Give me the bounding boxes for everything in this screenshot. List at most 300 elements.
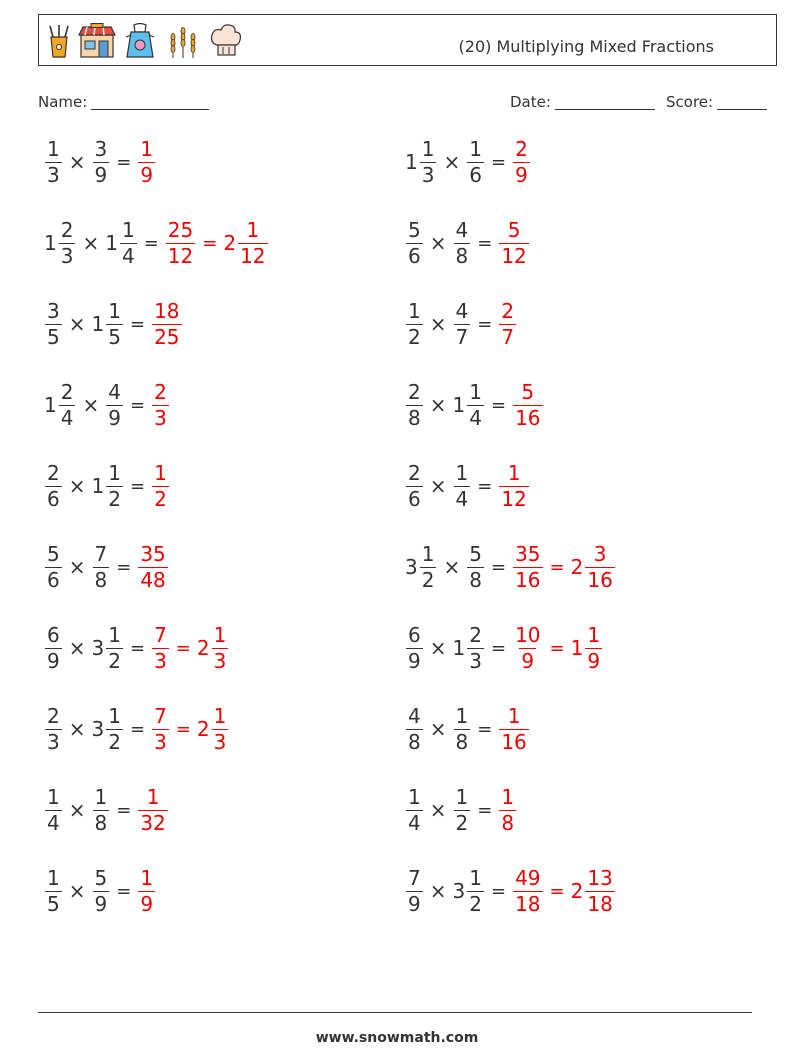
fraction (106, 705, 123, 754)
mixed-number (44, 786, 63, 835)
numerator: 3 (94, 136, 108, 161)
fraction (152, 300, 181, 349)
times-sign: × (68, 150, 86, 174)
fraction (454, 300, 471, 349)
equals-sign: = (549, 556, 565, 578)
problem-20 (405, 859, 616, 923)
equals-sign: = (490, 880, 507, 902)
fraction (59, 381, 76, 430)
whole-part: 1 (105, 231, 118, 255)
fraction (585, 867, 614, 916)
denominator: 5 (47, 891, 60, 916)
denominator: 2 (455, 810, 469, 835)
denominator: 3 (60, 243, 74, 268)
numerator: 2 (469, 622, 482, 647)
fraction (406, 867, 423, 916)
numerator: 10 (515, 622, 541, 647)
denominator: 4 (455, 486, 469, 511)
denominator: 9 (408, 891, 421, 916)
mixed-number (137, 786, 168, 835)
mixed-number (405, 867, 424, 916)
times-sign: × (429, 231, 447, 255)
mixed-number (405, 543, 437, 592)
problem-17 (44, 778, 169, 842)
problem-12 (405, 535, 616, 599)
denominator: 8 (501, 810, 515, 835)
numerator: 1 (469, 136, 482, 161)
equals-sign: = (477, 232, 493, 254)
fraction (138, 543, 167, 592)
mixed-number (92, 705, 124, 754)
numerator: 1 (154, 460, 167, 485)
numerator: 3 (47, 298, 60, 323)
numerator: 7 (94, 541, 108, 566)
mixed-number (498, 300, 517, 349)
numerator: 2 (47, 703, 60, 728)
fraction (499, 786, 516, 835)
mixed-number (92, 543, 111, 592)
whole-part: 2 (196, 717, 210, 741)
fraction (152, 462, 169, 511)
whole-part: 1 (91, 312, 105, 336)
mixed-number (44, 705, 63, 754)
whole-part: 3 (91, 717, 105, 741)
denominator: 12 (501, 486, 527, 511)
denominator: 9 (140, 891, 154, 916)
mixed-number (151, 624, 170, 673)
mixed-number (405, 219, 424, 268)
numerator: 1 (469, 379, 482, 404)
mixed-number (498, 219, 529, 268)
numerator: 1 (408, 298, 421, 323)
fraction (585, 624, 602, 673)
fraction (93, 867, 110, 916)
date-blank[interactable] (555, 95, 655, 110)
numerator: 1 (108, 460, 121, 485)
equals-sign: = (116, 556, 132, 578)
fraction (152, 624, 169, 673)
fraction (406, 786, 423, 835)
times-sign: × (68, 312, 86, 336)
denominator: 25 (154, 324, 180, 349)
worksheet-header (38, 14, 777, 66)
denominator: 8 (455, 729, 469, 754)
mixed-number (137, 867, 156, 916)
fraction (406, 462, 423, 511)
mixed-number (405, 786, 424, 835)
fraction (406, 624, 423, 673)
fraction (513, 138, 530, 187)
score-label: Score: (666, 93, 714, 111)
denominator: 3 (154, 405, 167, 430)
whole-part: 3 (452, 879, 466, 903)
denominator: 4 (47, 810, 60, 835)
date-label: Date: (510, 93, 551, 111)
numerator: 18 (154, 298, 180, 323)
problem-3 (44, 211, 269, 275)
numerator: 7 (154, 622, 167, 647)
fraction (513, 624, 542, 673)
mixed-number (405, 705, 424, 754)
whole-part: 1 (570, 636, 584, 660)
denominator: 2 (154, 486, 167, 511)
numerator: 1 (121, 217, 135, 242)
whole-part: 1 (405, 150, 418, 174)
mixed-number (405, 462, 424, 511)
denominator: 8 (455, 243, 469, 268)
times-sign: × (82, 393, 100, 417)
denominator: 4 (121, 243, 135, 268)
mixed-number (405, 624, 424, 673)
numerator: 5 (507, 217, 521, 242)
numerator: 1 (94, 784, 108, 809)
mixed-number (466, 543, 485, 592)
name-blank[interactable] (91, 95, 209, 110)
denominator: 16 (501, 729, 527, 754)
denominator: 2 (408, 324, 421, 349)
fraction (212, 705, 229, 754)
fraction (138, 867, 155, 916)
equals-sign: = (129, 637, 146, 659)
denominator: 12 (240, 243, 266, 268)
equals-sign: = (116, 799, 132, 821)
denominator: 7 (455, 324, 469, 349)
mixed-number (151, 300, 182, 349)
denominator: 3 (421, 162, 435, 187)
mixed-number (151, 381, 170, 430)
numerator: 1 (47, 784, 60, 809)
whole-part: 1 (91, 474, 105, 498)
fraction (406, 705, 423, 754)
numerator: 35 (515, 541, 541, 566)
denominator: 2 (421, 567, 435, 592)
denominator: 3 (213, 648, 227, 673)
mixed-number (453, 381, 485, 430)
mixed-number (453, 867, 485, 916)
fraction (513, 543, 542, 592)
denominator: 4 (408, 810, 421, 835)
mixed-number (44, 462, 63, 511)
denominator: 4 (60, 405, 74, 430)
numerator: 13 (587, 865, 613, 890)
wheat-icon (163, 23, 203, 59)
problem-2 (405, 130, 531, 194)
equals-sign: = (477, 475, 493, 497)
times-sign: × (443, 150, 461, 174)
numerator: 1 (469, 865, 482, 890)
times-sign: × (68, 636, 86, 660)
mixed-number (44, 138, 63, 187)
numerator: 1 (140, 136, 154, 161)
fraction (45, 867, 62, 916)
denominator: 8 (94, 567, 108, 592)
fraction (93, 786, 110, 835)
numerator: 1 (507, 460, 521, 485)
denominator: 2 (469, 891, 482, 916)
whole-part: 1 (44, 393, 57, 417)
fraction (513, 381, 542, 430)
fraction (45, 624, 62, 673)
mixed-number (92, 867, 111, 916)
numerator: 3 (593, 541, 607, 566)
denominator: 12 (501, 243, 527, 268)
fraction (406, 219, 423, 268)
fraction (106, 624, 123, 673)
denominator: 6 (408, 486, 421, 511)
fraction (93, 543, 110, 592)
whole-part: 2 (196, 636, 210, 660)
numerator: 1 (587, 622, 601, 647)
times-sign: × (68, 717, 86, 741)
mixed-number (137, 543, 168, 592)
numerator: 1 (108, 298, 121, 323)
name-field (38, 93, 209, 111)
mixed-number (498, 786, 517, 835)
denominator: 3 (154, 648, 167, 673)
mixed-number (571, 543, 616, 592)
mixed-number (151, 462, 170, 511)
fraction (406, 300, 423, 349)
fraction (454, 786, 471, 835)
fraction (138, 138, 155, 187)
denominator: 9 (521, 648, 535, 673)
equals-sign: = (129, 394, 146, 416)
fraction (45, 786, 62, 835)
numerator: 5 (469, 541, 482, 566)
fraction (499, 300, 516, 349)
fraction (120, 219, 137, 268)
name-label: Name: (38, 93, 88, 111)
mixed-number (105, 219, 137, 268)
numerator: 2 (60, 379, 74, 404)
fraction (467, 867, 484, 916)
score-field (666, 93, 767, 111)
mixed-number (92, 624, 124, 673)
utensil-cup-icon (47, 23, 71, 59)
denominator: 5 (47, 324, 60, 349)
mixed-number (512, 381, 543, 430)
numerator: 7 (154, 703, 167, 728)
times-sign: × (68, 555, 86, 579)
numerator: 1 (455, 460, 469, 485)
equals-sign: = (129, 475, 146, 497)
equals-sign: = (490, 151, 507, 173)
denominator: 18 (515, 891, 541, 916)
fraction (106, 300, 123, 349)
times-sign: × (68, 879, 86, 903)
mixed-number (453, 705, 472, 754)
numerator: 4 (455, 298, 469, 323)
equals-sign: = (490, 637, 507, 659)
mixed-number (44, 381, 76, 430)
fraction (106, 381, 123, 430)
numerator: 1 (246, 217, 260, 242)
numerator: 5 (47, 541, 60, 566)
mixed-number (92, 300, 124, 349)
mixed-number (453, 300, 472, 349)
fraction (454, 219, 471, 268)
problem-15 (44, 697, 229, 761)
numerator: 4 (108, 379, 121, 404)
fraction (513, 867, 542, 916)
numerator: 1 (146, 784, 160, 809)
fraction (106, 462, 123, 511)
problem-7 (44, 373, 170, 437)
whole-part: 1 (452, 636, 466, 660)
mixed-number (223, 219, 268, 268)
fraction (467, 138, 484, 187)
whole-part: 1 (452, 393, 466, 417)
numerator: 6 (47, 622, 60, 647)
mixed-number (453, 219, 472, 268)
fraction (467, 381, 484, 430)
problem-1 (44, 130, 156, 194)
whole-part: 3 (91, 636, 105, 660)
denominator: 48 (140, 567, 166, 592)
numerator: 5 (408, 217, 421, 242)
fraction (467, 624, 484, 673)
denominator: 12 (167, 243, 194, 268)
denominator: 5 (108, 324, 121, 349)
equals-sign: = (477, 718, 493, 740)
mixed-number (498, 462, 529, 511)
numerator: 1 (213, 622, 227, 647)
chef-hat-icon (209, 23, 243, 59)
problem-9 (44, 454, 170, 518)
times-sign: × (443, 555, 461, 579)
times-sign: × (429, 474, 447, 498)
equals-sign: = (202, 232, 218, 254)
problem-18 (405, 778, 517, 842)
fraction (212, 624, 229, 673)
fraction (45, 462, 62, 511)
mixed-number (197, 624, 229, 673)
numerator: 25 (167, 217, 194, 242)
denominator: 8 (94, 810, 108, 835)
problem-8 (405, 373, 544, 437)
mixed-number (105, 381, 124, 430)
fraction (420, 543, 437, 592)
mixed-number (44, 219, 76, 268)
header-icons (47, 23, 243, 59)
numerator: 1 (455, 784, 469, 809)
problem-13 (44, 616, 229, 680)
problem-16 (405, 697, 530, 761)
whole-part: 2 (570, 555, 584, 579)
numerator: 2 (501, 298, 515, 323)
mixed-number (137, 138, 156, 187)
equals-sign: = (477, 313, 493, 335)
mixed-number (571, 867, 616, 916)
numerator: 2 (515, 136, 528, 161)
whole-part: 2 (570, 879, 584, 903)
times-sign: × (68, 798, 86, 822)
fraction (59, 219, 76, 268)
denominator: 6 (47, 567, 60, 592)
equals-sign: = (549, 880, 565, 902)
denominator: 6 (469, 162, 482, 187)
denominator: 4 (469, 405, 482, 430)
fraction (454, 462, 471, 511)
mixed-number (512, 867, 543, 916)
fraction (45, 705, 62, 754)
fraction (152, 705, 169, 754)
problem-11 (44, 535, 169, 599)
denominator: 3 (469, 648, 482, 673)
mixed-number (405, 138, 437, 187)
mixed-number (44, 867, 63, 916)
equals-sign: = (116, 880, 132, 902)
mixed-number (92, 786, 111, 835)
mixed-number (44, 624, 63, 673)
whole-part: 2 (223, 231, 237, 255)
fraction (166, 219, 195, 268)
mixed-number (197, 705, 229, 754)
numerator: 35 (140, 541, 166, 566)
denominator: 3 (47, 729, 60, 754)
denominator: 9 (515, 162, 528, 187)
mixed-number (151, 705, 170, 754)
denominator: 9 (140, 162, 154, 187)
numerator: 6 (408, 622, 421, 647)
mixed-number (512, 624, 543, 673)
denominator: 18 (587, 891, 613, 916)
numerator: 1 (213, 703, 227, 728)
numerator: 2 (154, 379, 167, 404)
equals-sign: = (490, 394, 507, 416)
numerator: 2 (60, 217, 74, 242)
mixed-number (453, 624, 485, 673)
numerator: 2 (408, 379, 421, 404)
equals-sign: = (129, 313, 146, 335)
mixed-number (92, 138, 111, 187)
numerator: 4 (455, 217, 469, 242)
fraction (585, 543, 614, 592)
numerator: 1 (47, 865, 60, 890)
numerator: 49 (515, 865, 541, 890)
whole-part: 3 (405, 555, 418, 579)
numerator: 7 (408, 865, 421, 890)
fraction (45, 300, 62, 349)
equals-sign: = (477, 799, 493, 821)
numerator: 5 (94, 865, 108, 890)
fraction (467, 543, 484, 592)
denominator: 16 (515, 567, 541, 592)
denominator: 3 (47, 162, 60, 187)
fraction (406, 381, 423, 430)
score-blank[interactable] (717, 95, 767, 110)
denominator: 7 (501, 324, 515, 349)
times-sign: × (429, 393, 447, 417)
times-sign: × (429, 798, 447, 822)
mixed-number (512, 138, 531, 187)
fraction (45, 543, 62, 592)
mixed-number (92, 462, 124, 511)
denominator: 9 (108, 405, 121, 430)
numerator: 1 (108, 622, 121, 647)
date-field (510, 93, 655, 111)
equals-sign: = (490, 556, 507, 578)
numerator: 2 (47, 460, 60, 485)
numerator: 1 (501, 784, 515, 809)
times-sign: × (429, 879, 447, 903)
mixed-number (571, 624, 603, 673)
mixed-number (512, 543, 543, 592)
denominator: 16 (587, 567, 613, 592)
problem-6 (405, 292, 517, 356)
apron-icon (123, 23, 157, 59)
equals-sign: = (549, 637, 565, 659)
